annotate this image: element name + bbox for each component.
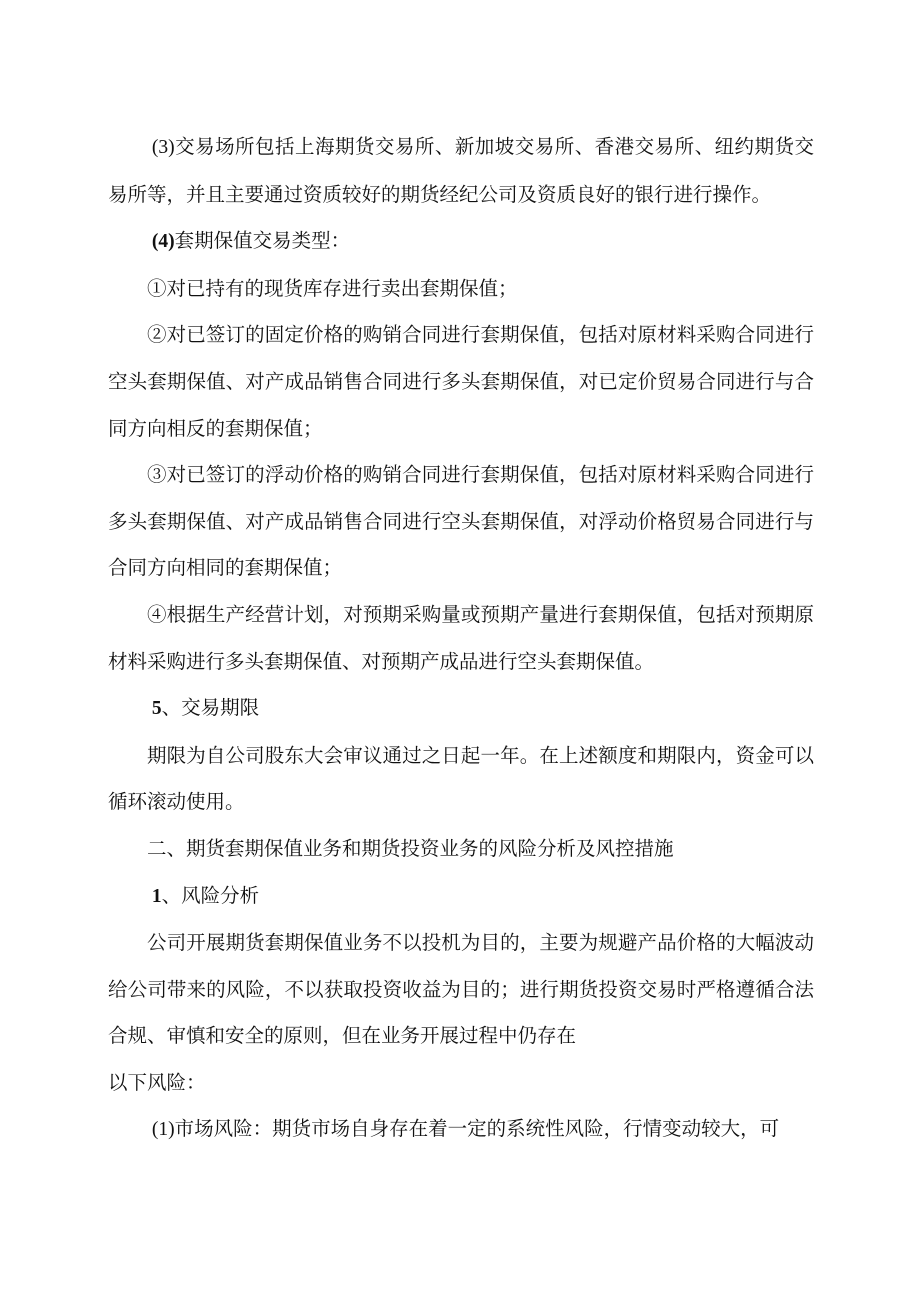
paragraph-text: 公司开展期货套期保值业务不以投机为目的，主要为规避产品价格的大幅波动给公司带来的风险，不以获取投资收益为目的；进行期货投资交易时严格遵循合法合规、审慎和安全的原则，但在业务开展过程中仍存在 (108, 931, 814, 1048)
document-body (108, 124, 814, 1154)
paragraph-trading-venues (108, 124, 814, 218)
item-number-1: (1) (151, 1119, 175, 1141)
subsection-number-1: 1 (151, 885, 162, 907)
paragraph-market-risk (108, 1106, 814, 1154)
section-heading-risk-analysis-and-controls (108, 826, 814, 873)
paragraph-hedging-type-4 (108, 592, 814, 685)
paragraph-hedging-type-2 (108, 312, 814, 452)
paragraph-text: 以下风险： (108, 1070, 206, 1094)
heading-text: 、交易期限 (161, 696, 260, 720)
paragraph-text: 期限为自公司股东大会审议通过之日起一年。在上述额度和期限内，资金可以循环滚动使用。 (108, 743, 814, 814)
paragraph-text: ①对已持有的现货库存进行卖出套期保值； (147, 276, 518, 300)
paragraph-hedging-type-1 (108, 266, 814, 313)
paragraph-trading-period (108, 733, 814, 826)
item-number-3: (3) (151, 137, 175, 158)
section-heading-trading-period (108, 685, 814, 733)
paragraph-text: 套期保值交易类型： (174, 229, 351, 253)
item-number-4: (4) (151, 231, 175, 253)
heading-text: 二、期货套期保值业务和期货投资业务的风险分析及风控措施 (147, 836, 674, 860)
paragraph-risk-overview (108, 920, 814, 1060)
paragraph-text: ③对已签订的浮动价格的购销合同进行套期保值，包括对原材料采购合同进行多头套期保值、对产成品销售合同进行空头套期保值，对浮动价格贸易合同进行与合同方向相同的套期保值； (108, 463, 814, 580)
paragraph-text: ②对已签订的固定价格的购销合同进行套期保值，包括对原材料采购合同进行空头套期保值、对产成品销售合同进行多头套期保值，对已定价贸易合同进行与合同方向相反的套期保值； (108, 323, 814, 440)
heading-text: 、风险分析 (161, 883, 260, 907)
section-number-5: 5 (151, 698, 162, 720)
paragraph-text: 市场风险：期货市场自身存在着一定的系统性风险，行情变动较大，可 (174, 1117, 780, 1141)
paragraph-hedging-types-heading (108, 218, 814, 266)
paragraph-text: ④根据生产经营计划，对预期采购量或预期产量进行套期保值，包括对预期原材料采购进行多头套期保值、对预期产成品进行空头套期保值。 (108, 602, 814, 673)
subsection-heading-risk-analysis (108, 873, 814, 921)
paragraph-hedging-type-3 (108, 452, 814, 592)
paragraph-following-risks (108, 1060, 814, 1107)
paragraph-text: 交易场所包括上海期货交易所、新加坡交易所、香港交易所、纽约期货交易所等，并且主要通过资质较好的期货经纪公司及资质良好的银行进行操作。 (108, 135, 814, 206)
